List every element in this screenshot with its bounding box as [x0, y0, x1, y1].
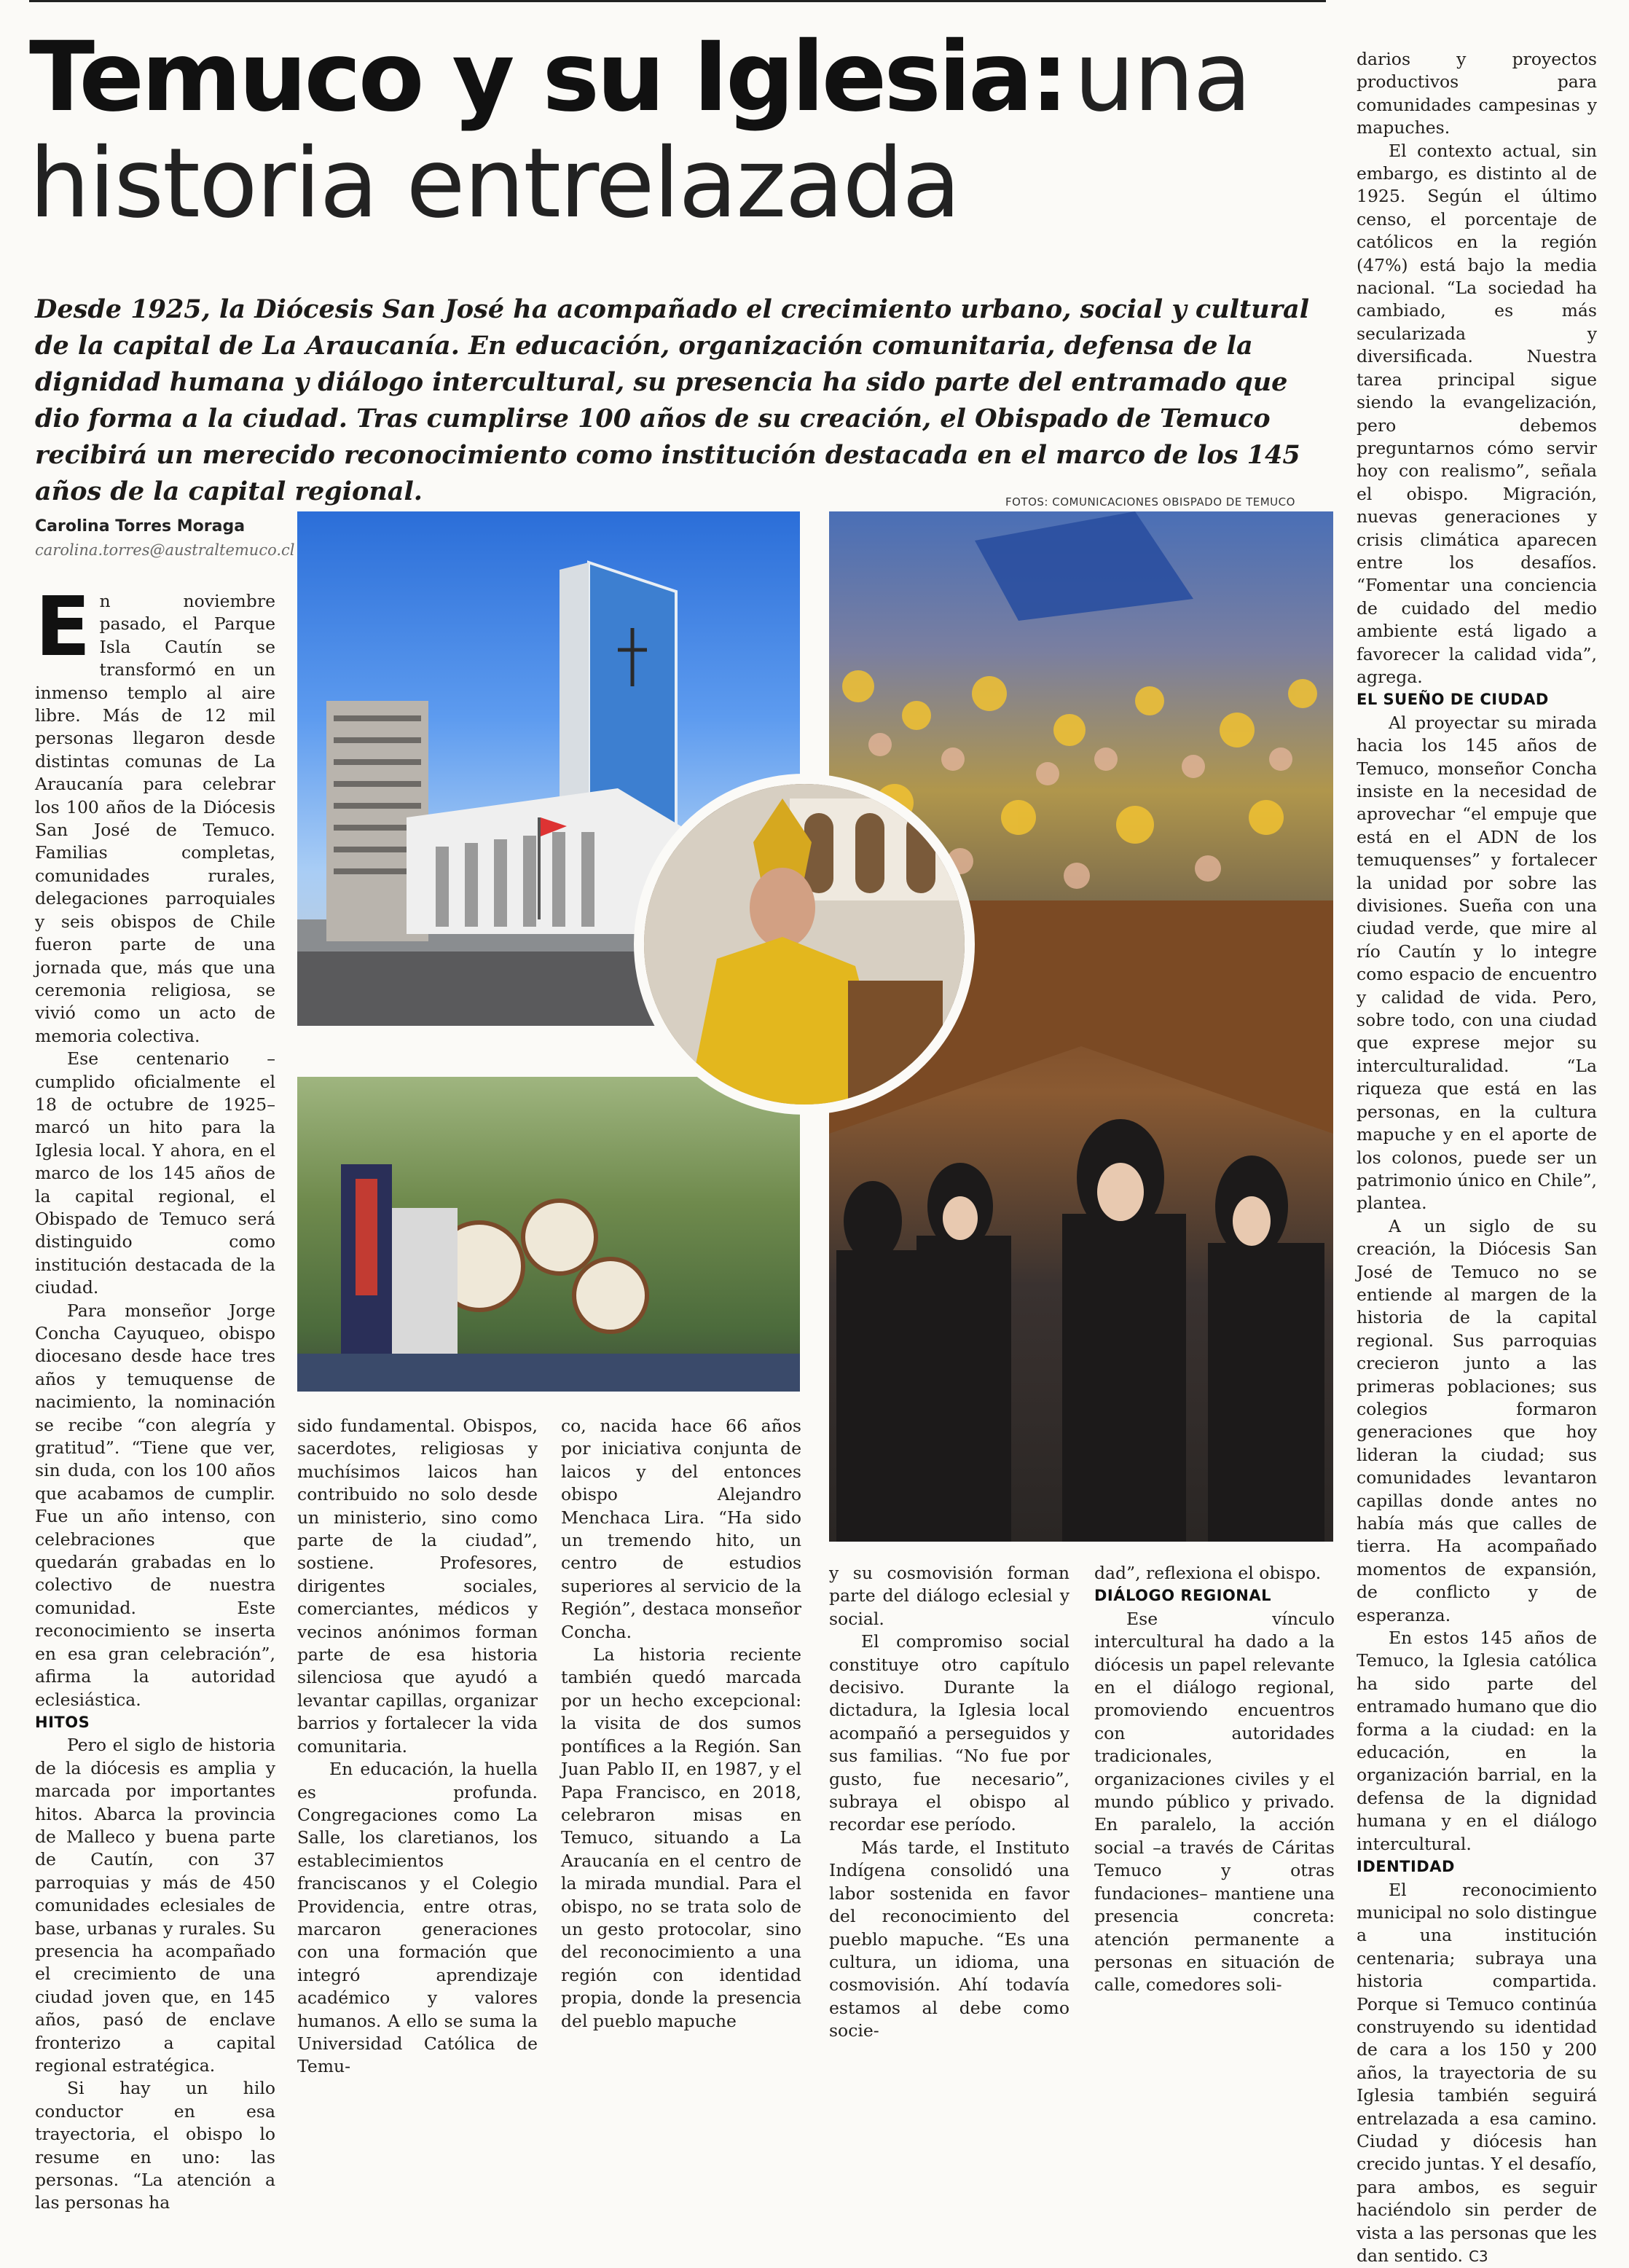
headline-bold: Temuco y su Iglesia:	[29, 21, 1066, 133]
byline	[35, 517, 290, 559]
top-rule	[29, 0, 1326, 2]
paragraph: Para monseñor Jorge Concha Cayuqueo, obispo diocesano desde hace tres años y temuquense de nacimiento, la nominación se recibe “con alegría y gratitud”. “Tiene que ver, sin duda, con los 100 años que acabamos de cumplir. Fue un año intenso, con celebraciones que quedarán grabadas en lo colectivo de nuestra comunidad. Este reconocimiento se inserta en esa gran celebración”, afirma la autoridad eclesiástica.	[35, 1300, 275, 1711]
paragraph: En noviembre pasado, el Parque Isla Cautín se transformó en un inmenso templo al aire libre. Más de 12 mil personas llegaron desde distintas comunas de La Araucanía para celebrar los 100 años de la Diócesis San José de Temuco. Familias completas, comunidades rurales, delegaciones parroquiales y seis obispos de Chile fueron parte de una jornada que, más que una ceremonia religiosa, se vivió como un acto de memoria colectiva.	[35, 590, 275, 1048]
paragraph: Si hay un hilo conductor en esa trayectoria, el obispo lo resume en uno: las personas. “La atención a las personas ha	[35, 2077, 275, 2214]
headline	[29, 29, 1326, 232]
paragraph: A un siglo de su creación, la Diócesis San José de Temuco no se entiende al margen de la historia de la capital regional. Sus parroquias crecieron junto a las primeras poblaciones; sus colegios formaron generaciones que hoy lideran la ciudad; sus comunidades levantaron capillas donde antes no había más que calles de tierra. Ha acompañado momentos de expansión, de conflicto y de esperanza.	[1357, 1215, 1597, 1627]
column-6	[1357, 48, 1597, 2268]
drop-cap: E	[35, 595, 91, 660]
paragraph: y su cosmovisión forman parte del diálogo eclesial y social.	[829, 1562, 1069, 1631]
paragraph: dad”, reflexiona el obispo.	[1094, 1562, 1335, 1585]
paragraph: El compromiso social constituye otro capítulo decisivo. Durante la dictadura, la Iglesia local acompañó a perseguidos y sus familias. “No fue por gusto, fue necesario”, subraya el obispo al recordar ese período.	[829, 1631, 1069, 1837]
paragraph: En estos 145 años de Temuco, la Iglesia católica ha sido parte del entramado humano que dio forma a la ciudad: en la educación, en la organización barrial, en la defensa de la dignidad humana y en el diálogo intercultural.	[1357, 1627, 1597, 1856]
column-5	[1094, 1562, 1335, 1997]
paragraph: La historia reciente también quedó marcada por un hecho excepcional: la visita de dos sumos pontífices a la Región. San Juan Pablo II, en 1987, y el Papa Francisco, en 2018, celebraron misas en Temuco, situando a La Araucanía en el centro de la mirada mundial. Para el obispo, no se trata solo de un gesto protocolar, sino del reconocimiento a una región con identidad propia, donde la presencia del pueblo mapuche	[561, 1644, 801, 2033]
column-3	[561, 1415, 801, 2033]
headline-light-2: historia entrelazada	[29, 136, 1326, 232]
paragraph: Ese vínculo intercultural ha dado a la diócesis un papel relevante en el diálogo regional, promoviendo encuentros con autoridades tradicionales, organizaciones civiles y el mundo público y privado. En paralelo, la acción social –a través de Cáritas Temuco y otras fundaciones– mantiene una presencia concreta: atención permanente a personas en situación de calle, comedores soli-	[1094, 1608, 1335, 1997]
paragraph: co, nacida hace 66 años por iniciativa conjunta de laicos y del entonces obispo Alejandro Menchaca Lira. “Ha sido un tremendo hito, un centro de estudios superiores al servicio de la Región”, destaca monseñor Concha.	[561, 1415, 801, 1644]
paragraph: Al proyectar su mirada hacia los 145 años de Temuco, monseñor Concha insiste en la necesidad de aprovechar “el empuje que está en el ADN de los temuquenses” y fortalecer la unidad por sobre las divisiones. Sueña con una ciudad verde, que mire al río Cautín y lo integre como espacio de encuentro y calidad de vida. Pero, sobre todo, con una ciudad que exprese mejor su interculturalidad. “La riqueza que está en las personas, en la cultura mapuche y en el aporte de los colonos, puede ser un patrimonio único en Chile”, plantea.	[1357, 712, 1597, 1215]
paragraph: sido fundamental. Obispos, sacerdotes, religiosas y muchísimos laicos han contribuido no solo desde un ministerio, sino como parte de la ciudad”, sostiene. Profesores, dirigentes sociales, comerciantes, médicos y vecinos anónimos forman parte de esa historia silenciosa que ayudó a levantar capillas, organizar barrios y fortalecer la vida comunitaria.	[297, 1415, 538, 1758]
subhead-sueno: EL SUEÑO DE CIUDAD	[1357, 688, 1597, 711]
paragraph: darios y proyectos productivos para comunidades campesinas y mapuches.	[1357, 48, 1597, 140]
bishop-photo	[634, 774, 975, 1115]
paragraph: Ese centenario –cumplido oficialmente el 18 de octubre de 1925– marcó un hito para la Iglesia local. Y ahora, en el marco de los 145 años de la capital regional, el Obispado de Temuco será distinguido como institución destacada de la ciudad.	[35, 1048, 275, 1299]
author-email[interactable]: carolina.torres@australtemuco.cl	[35, 541, 290, 559]
ceremony-illustration	[297, 1077, 800, 1392]
author-name: Carolina Torres Moraga	[35, 517, 290, 535]
paragraph: Más tarde, el Instituto Indígena consolidó una labor sostenida en favor del reconocimiento del pueblo mapuche. “Es una cultura, un idioma, una cosmovisión. Ahí todavía estamos al debe como socie-	[829, 1837, 1069, 2043]
bishop-illustration	[644, 784, 965, 1104]
column-2	[297, 1415, 538, 2079]
paragraph: El reconocimiento municipal no solo distingue a una institución centenaria; subraya una historia compartida. Porque si Temuco continúa construyendo su identidad de cara a los 150 y 200 años, la trayectoria de su Iglesia también seguirá entrelazada a esa camino. Ciudad y diócesis han crecido juntas. Y el desafío, para ambos, es seguir haciéndolo sin perder de vista a las personas que les dan sentido. C3	[1357, 1879, 1597, 2268]
subhead-hitos: HITOS	[35, 1711, 275, 1734]
paragraph: Pero el siglo de historia de la diócesis es amplia y marcada por importantes hitos. Abarca la provincia de Malleco y buena parte de Cautín, con 37 parroquias y más de 450 comunidades eclesiales de base, urbanas y rurales. Su presencia ha acompañado el crecimiento de una ciudad joven que, en 145 años, pasó de enclave fronterizo a capital regional estratégica.	[35, 1734, 275, 2077]
mapuche-ceremony-photo	[297, 1077, 800, 1392]
lead-paragraph: Desde 1925, la Diócesis San José ha acompañado el crecimiento urbano, social y cultural de la capital de La Araucanía. En educación, organización comunitaria, defensa de la dignidad humana y diálogo intercultural, su presencia ha sido parte del entramado que dio forma a la ciudad. Tras cumplirse 100 años de su creación, el Obispado de Temuco recibirá un merecido reconocimiento como institución destacada en el marco de los 145 años de la capital regional.	[35, 291, 1317, 510]
column-1	[35, 590, 275, 2215]
paragraph: El contexto actual, sin embargo, es distinto al de 1925. Según el último censo, el porcentaje de católicos en la región (47%) está bajo la media nacional. “La sociedad ha cambiado, es más secularizada y diversificada. Nuestra tarea principal sigue siendo la evangelización, pero debemos preguntarnos cómo servir hoy con realismo”, señala el obispo. Migración, nuevas generaciones y crisis climática aparecen entre los desafíos. “Fomentar una conciencia de cuidado del medio ambiente está ligado a favorecer la calidad vida”, agrega.	[1357, 140, 1597, 689]
column-4	[829, 1562, 1069, 2043]
subhead-dialogo: DIÁLOGO REGIONAL	[1094, 1585, 1335, 1607]
subhead-identidad: IDENTIDAD	[1357, 1856, 1597, 1878]
end-mark: C3	[1469, 2248, 1488, 2265]
paragraph: En educación, la huella es profunda. Congregaciones como La Salle, los claretianos, los establecimientos franciscanos y el Colegio Providencia, entre otras, marcaron generaciones con una formación que integró aprendizaje académico y valores humanos. A ello se suma la Universidad Católica de Temu-	[297, 1758, 538, 2079]
photo-credit: FOTOS: COMUNICACIONES OBISPADO DE TEMUCO	[1005, 495, 1295, 509]
headline-light-1: una	[1074, 21, 1250, 133]
